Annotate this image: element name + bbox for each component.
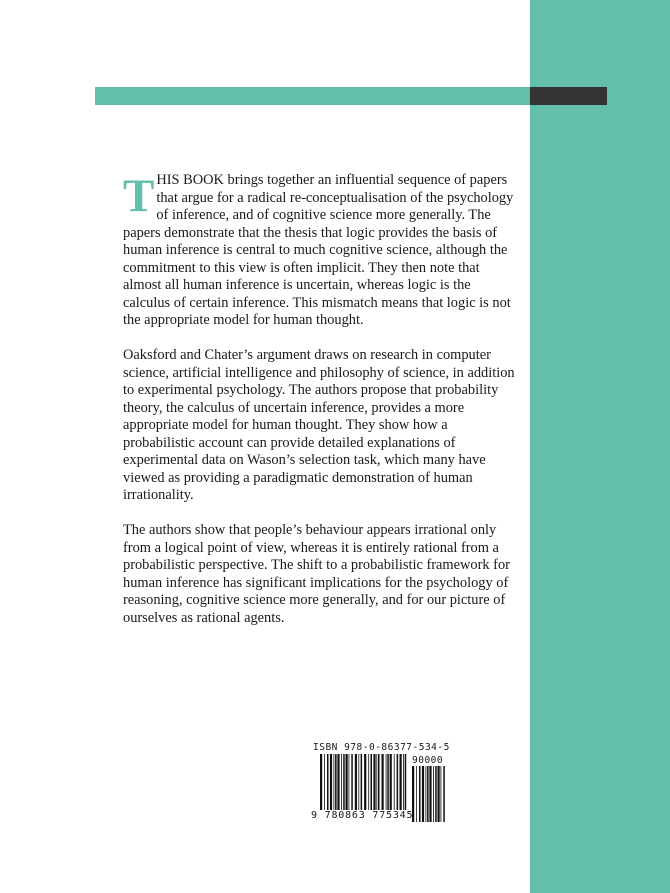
- barcode-bar: [358, 754, 359, 810]
- barcode-bar: [435, 766, 437, 822]
- barcode-bar: [337, 754, 339, 810]
- barcode-bar: [419, 766, 421, 822]
- barcode-bar: [441, 766, 442, 822]
- barcode-addon-bars: [412, 766, 445, 822]
- barcode-bar: [427, 766, 429, 822]
- blurb-paragraph-2: Oaksford and Chater’s argument draws on research in computer science, artificial intelligence and philosophy of science, in addition to experimental psychology. The authors propose that probability theory, the calculus of uncertain inference, provides a more appropriate model for human thought. They show how a probabilistic account can provide detailed explanations of experimental data on Wason’s selection task, which many have viewed as providing a paradigmatic demonstration of human irrationality.: [123, 347, 515, 503]
- barcode-bar: [361, 754, 363, 810]
- side-color-band: [530, 0, 670, 893]
- drop-cap: T: [123, 170, 155, 222]
- barcode-bar: [429, 766, 431, 822]
- barcode-bar: [351, 754, 353, 810]
- barcode-bar: [334, 754, 335, 810]
- barcode-bar: [320, 754, 322, 810]
- price-code: 90000: [412, 755, 444, 766]
- barcode-bar: [376, 754, 377, 810]
- barcode-bar: [443, 766, 445, 822]
- barcode-bar: [378, 754, 380, 810]
- barcode-bar: [416, 766, 417, 822]
- barcode-bar: [324, 754, 325, 810]
- barcode-bar: [397, 754, 399, 810]
- barcode-bar: [422, 766, 424, 822]
- barcode-bar: [400, 754, 402, 810]
- barcode-bar: [403, 754, 404, 810]
- barcode-bar: [327, 754, 329, 810]
- barcode-bar: [438, 766, 440, 822]
- ean-number: 9 780863 775345: [311, 810, 414, 821]
- barcode-bar: [343, 754, 345, 810]
- barcode-bar: [382, 754, 384, 810]
- top-dark-bar: [530, 87, 607, 105]
- barcode-bar: [373, 754, 375, 810]
- barcode-bar: [341, 754, 342, 810]
- blurb-paragraph-1-text: HIS BOOK brings together an influential sequence of papers that argue for a radical re-conceptualisation of the psychology of inference, and of cognitive science more generally. The papers demonstrate that the thesis that logic provides the basis of human inference is central to much cognitive science, although the commitment to this view is often implicit. They then note that almost all human inference is uncertain, whereas logic is the calculus of certain inference. This mismatch means that logic is not the appropriate model for human thought.: [123, 172, 514, 328]
- barcode-bar: [386, 754, 387, 810]
- barcode-bar: [390, 754, 392, 810]
- barcode-bar: [368, 754, 369, 810]
- barcode-bar: [387, 754, 389, 810]
- barcode-bar: [335, 754, 337, 810]
- barcode-bar: [371, 754, 373, 810]
- barcode-bar: [330, 754, 332, 810]
- barcode-bar: [405, 754, 407, 810]
- barcode-bar: [426, 766, 427, 822]
- blurb-paragraph-3: The authors show that people’s behaviour appears irrational only from a logical point of view, whereas it is entirely rational from a probabilistic perspective. The shift to a probabilistic framework for human inference has significant implications for the psychology of reasoning, cognitive science more generally, and for our picture of ourselves as rational agents.: [123, 522, 510, 626]
- barcode-bar: [355, 754, 357, 810]
- barcode-bar: [394, 754, 395, 810]
- isbn-label: ISBN 978-0-86377-534-5: [313, 742, 450, 753]
- blurb-paragraph-1: [123, 172, 515, 330]
- top-accent-bar: [95, 87, 530, 105]
- barcode-bar: [364, 754, 366, 810]
- barcode-bar: [346, 754, 348, 810]
- barcode-bar: [433, 766, 434, 822]
- barcode-bar: [349, 754, 350, 810]
- back-cover-blurb: [123, 172, 515, 645]
- barcode-main-bars: [320, 754, 406, 810]
